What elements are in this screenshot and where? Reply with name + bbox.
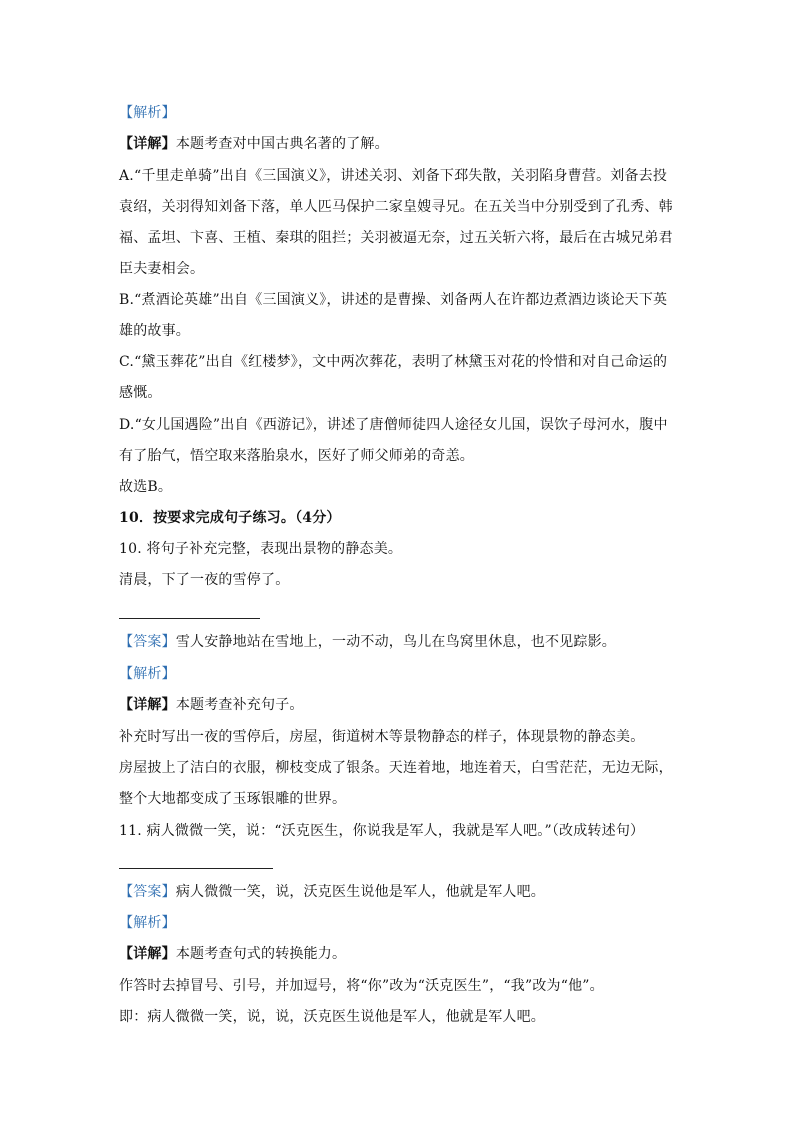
detail-tag: 【详解】 [119, 136, 176, 152]
explanation-line: 房屋披上了洁白的衣服，柳枝变成了银条。天连着地，地连着天，白雪茫茫，无边无际， [119, 760, 673, 776]
option-d-line: 有了胎气，悟空取来落胎泉水，医好了师父师弟的奇恙。 [119, 448, 474, 464]
answer-blank-line [119, 868, 273, 869]
option-a-line: 福、孟坦、卞喜、王植、秦琪的阻拦；关羽被逼无奈，过五关斩六将，最后在古城兄弟君 [119, 230, 673, 246]
explanation-line: 补充时写出一夜的雪停后，房屋，街道树木等景物静态的样子，体现景物的静态美。 [119, 729, 645, 745]
option-a-line: 袁绍，关羽得知刘备下落，单人匹马保护二家皇嫂寻兄。在五关当中分别受到了孔秀、韩 [119, 199, 673, 215]
explanation-line: 即：病人微微一笑，说，说，沃克医生说他是军人，他就是军人吧。 [119, 1009, 545, 1025]
detail-text: 本题考查补充句子。 [175, 697, 304, 713]
answer-text: 病人微微一笑，说，沃克医生说他是军人，他就是军人吧。 [175, 884, 546, 900]
analysis-tag: 【解析】 [119, 666, 176, 682]
question-prompt: 10. 将句子补充完整，表现出景物的静态美。 [119, 541, 403, 557]
option-c-line: C.“黛玉葬花”出自《红楼梦》，文中两次葬花，表明了林黛玉对花的怜惜和对自己命运的 [119, 354, 668, 370]
answer-blank-line [119, 618, 260, 619]
option-d-line: D.“女儿国遇险”出自《西游记》，讲述了唐僧师徒四人途径女儿国，误饮子母河水，腹中 [119, 417, 668, 433]
question-heading: 10．按要求完成句子练习。（4分） [119, 510, 341, 526]
detail-tag: 【详解】 [119, 946, 176, 962]
option-b-line: B.“煮酒论英雄”出自《三国演义》，讲述的是曹操、刘备两人在许都边煮酒边谈论天下英 [119, 292, 668, 308]
analysis-tag: 【解析】 [119, 915, 176, 931]
explanation-line: 整个大地都变成了玉琢银雕的世界。 [119, 791, 347, 807]
answer-line [119, 632, 679, 652]
detail-text: 本题考查句式的转换能力。 [175, 946, 347, 962]
option-a-line: 臣夫妻相会。 [119, 261, 205, 277]
option-b-line: 雄的故事。 [119, 323, 190, 339]
detail-line [119, 134, 679, 154]
answer-line [119, 882, 679, 902]
conclusion: 故选B。 [119, 479, 173, 495]
answer-tag: 【答案】 [119, 884, 176, 900]
option-c-line: 感慨。 [119, 385, 162, 401]
detail-line [119, 944, 679, 964]
explanation-line: 作答时去掉冒号、引号，并加逗号，将“你”改为“沃克医生”，“我”改为“他”。 [119, 978, 604, 994]
answer-text: 雪人安静地站在雪地上，一动不动，鸟儿在鸟窝里休息，也不见踪影。 [175, 634, 617, 650]
detail-tag: 【详解】 [119, 697, 176, 713]
option-a-line: A.“千里走单骑”出自《三国演义》，讲述关羽、刘备下邳失散，关羽陷身曹营。刘备去投 [119, 168, 668, 184]
answer-tag: 【答案】 [119, 634, 176, 650]
analysis-tag: 【解析】 [119, 105, 176, 121]
detail-text: 本题考查对中国古典名著的了解。 [175, 136, 389, 152]
question-prompt: 11. 病人微微一笑，说：“沃克医生，你说我是军人，我就是军人吧。”（改成转述句） [119, 823, 645, 839]
detail-line [119, 695, 679, 715]
question-sentence: 清晨，下了一夜的雪停了。 [119, 572, 290, 588]
